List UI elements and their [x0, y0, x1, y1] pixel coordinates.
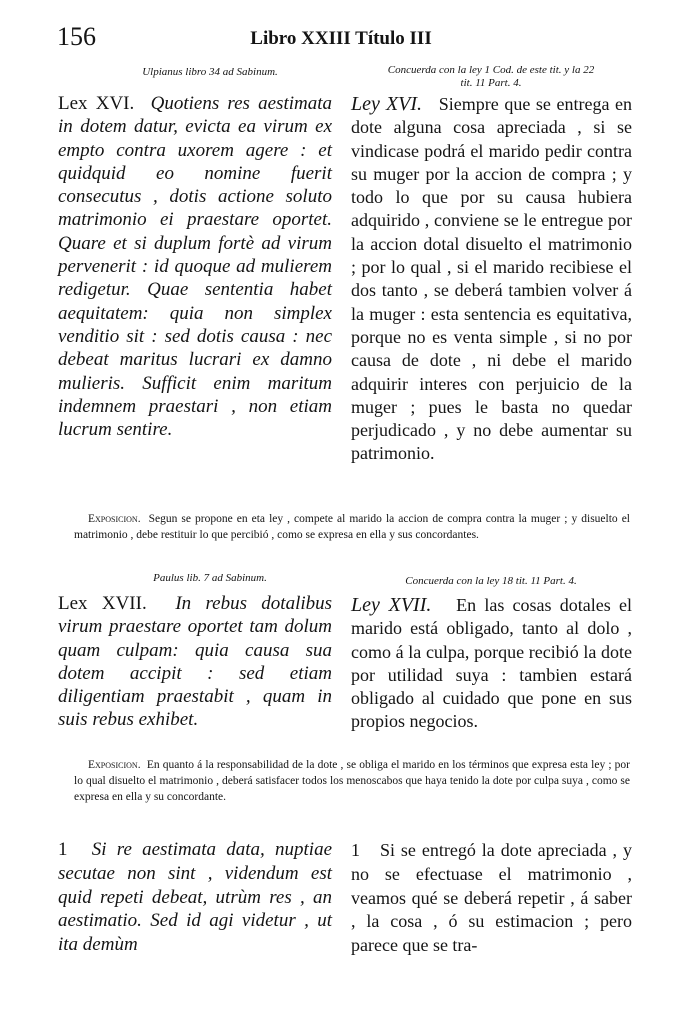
lex16-exposicion-body: Segun se propone en eta ley , compete al marido la accion de compra contra la muger ; y disuelto el matrimonio , debe restituir lo que percibió , como se expresa en ella y sus concordantes. — [74, 513, 630, 541]
lex16-latin-heading: Lex XVI. — [58, 93, 135, 114]
lex16-spanish-body: Siempre que se entrega en dote alguna cosa apreciada , si se vindicase podrá el marido pedir contra su muger por la accion de compra ; y todo lo que por su causa hubiera adquirido , conviene se le entregue por la accion dotal disuelto el matrimonio ; por lo qual , si el marido recibiese el dos tanto , se deberá tambien volver á la muger : esta sentencia es equitativa, porque no es venta simple , si no por causa de dote , ni debe el marido adquirir interes con perjuicio de la muger ; pues le basta no quedar perjudicado , y no debe aumentar su patrimonio. — [351, 94, 632, 464]
lex16-concordance-line2: tit. 11 Part. 4. — [460, 77, 522, 89]
lex16-exposicion — [74, 511, 630, 543]
lex17-spanish-heading: Ley XVII. — [351, 594, 432, 616]
lex16-concordance — [350, 64, 632, 90]
lex17-exposicion — [74, 757, 630, 805]
lex17-spanish-text — [351, 594, 632, 734]
section1-spanish-body: Si se entregó la dote apreciada , y no se efectuase el matrimonio , veamos qué se deberá repetir , á saber , la cosa , ó su estimacion ; pero parece que se tra- — [351, 840, 632, 956]
section1-latin-body: Si re aestimata data, nuptiae secutae non sint , videndum est quid repeti debeat, utrùm res , an aestimatio. Sed id agi videtur , ut ita demùm — [58, 839, 333, 956]
section1-latin-text — [58, 838, 332, 957]
lex16-spanish-heading: Ley XVI. — [351, 93, 423, 115]
lex16-spanish-text — [351, 93, 632, 466]
lex17-exposicion-label: Exposicion. — [88, 759, 141, 771]
lex16-source-citation: Ulpianus libro 34 ad Sabinum. — [142, 66, 278, 78]
lex17-concordance: Concuerda con la ley 18 tit. 11 Part. 4. — [405, 575, 577, 587]
lex17-source-citation: Paulus lib. 7 ad Sabinum. — [153, 572, 267, 584]
page-number: 156 — [57, 22, 96, 51]
lex16-concordance-line1: Concuerda con la ley 1 Cod. de este tit. y la 22 — [387, 64, 595, 76]
lex17-spanish-body: En las cosas dotales el marido está obligado, tanto al dolo , como á la culpa, porque recibió la dote por utilidad suya : tambien estará obligado al cuidado que pone en sus propios negocios. — [351, 595, 632, 732]
section1-spanish-text — [351, 839, 632, 958]
page-title: Libro XXIII Título III — [250, 28, 432, 49]
lex16-exposicion-label: Exposicion. — [88, 513, 141, 525]
lex17-exposicion-body: En quanto á la responsabilidad de la dote , se obliga el marido en los términos que expresa esta ley ; por lo qual disuelto el matrimonio , deberá satisfacer todos los menoscabos que haya tenido la dote por culpa suya , como se expresa en ella y su concordante. — [74, 759, 631, 803]
lex17-latin-body: In rebus dotalibus virum praestare oportet tam dolum quam culpam: quia causa sua dotem accipit : sed etiam diligentiam praestabit , quam in suis rebus exhibet. — [58, 593, 333, 731]
lex16-latin-text — [58, 92, 332, 441]
lex16-latin-body: Quotiens res aestimata in dotem datur, evicta ea virum ex empto contra uxorem agere : et quidquid eo nomine fuerit consecutus , dotis actione soluto matrimonio ei praestare oportet. Quare et si duplum fortè ad virum pervenerit : id quoque ad mulierem redigetur. Quae sententia habet aequitatem: quia non simplex venditio sit : sed dotis causa : nec debeat maritus lucrari ex damno mulieris. Sufficit enim maritum indemnem praestari , non etiam lucrum sentire. — [58, 93, 333, 441]
lex17-latin-heading: Lex XVII. — [58, 593, 147, 614]
section1-spanish-number: 1 — [351, 840, 360, 860]
lex17-latin-text — [58, 592, 332, 732]
section1-latin-number: 1 — [58, 839, 68, 860]
